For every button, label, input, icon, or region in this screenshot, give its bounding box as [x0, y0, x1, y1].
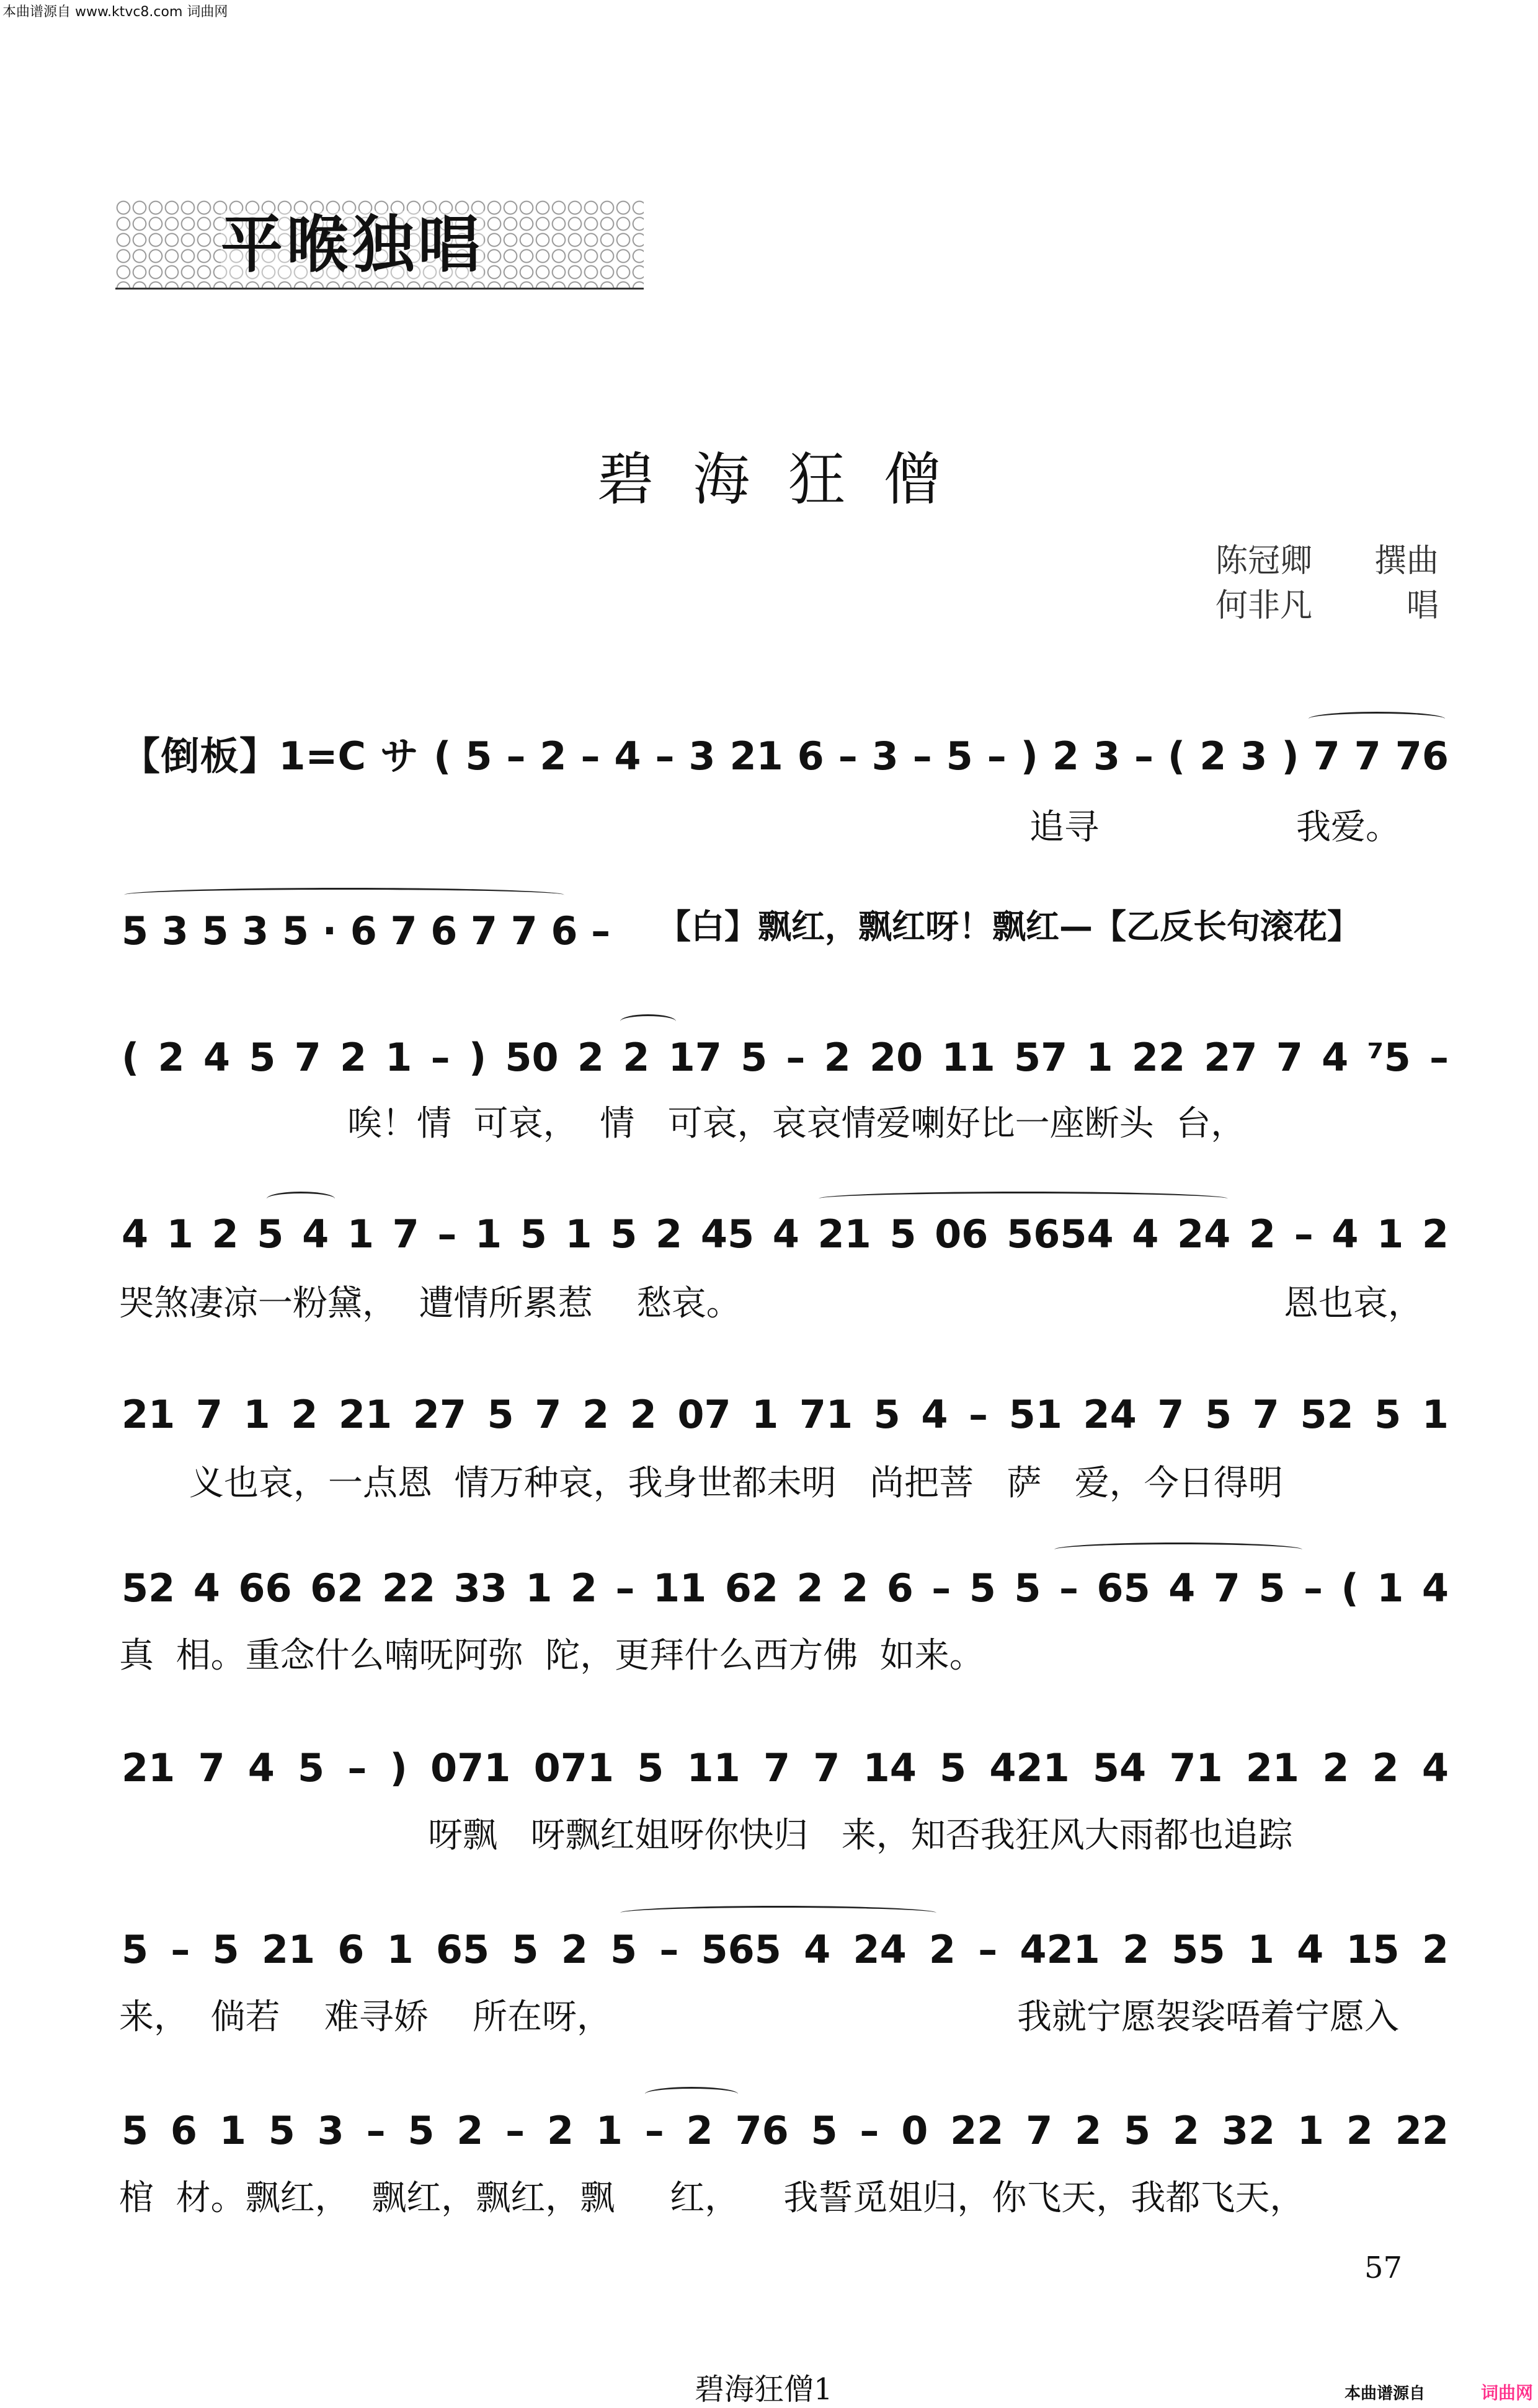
page-number: 57	[1364, 2251, 1403, 2285]
notation-row-3: ( 2 4 5 7 2 1 – ) 50 2 2 17 5 – 2 20 11 57 1 22 27 7 4 ⁷5 –	[122, 1035, 1449, 1080]
top-watermark: 本曲谱源自 www.ktvc8.com 词曲网	[2, 4, 228, 20]
song-title: 碧海狂僧	[597, 446, 979, 513]
section-stamp-text: 平喉独唱	[221, 208, 484, 281]
lyrics-row-6: 真 相。重念什么喃呒阿弥 陀，更拜什么西方佛 如来。	[119, 1636, 984, 1676]
credit-role: 撰曲	[1374, 542, 1439, 580]
lyrics-row-1a: 追寻	[1029, 807, 1099, 848]
lyrics-row-4a: 哭煞凄凉一粉黛， 遭情所累惹 愁哀。	[119, 1283, 741, 1324]
section-stamp	[115, 200, 644, 290]
footer-title: 碧海狂僧1	[695, 2372, 833, 2407]
spoken-direction: 【白】飘红，飘红呀！飘红—【乙反长句滚花】	[657, 907, 1361, 946]
lyrics-row-8b: 我就宁愿袈裟唔着宁愿入	[1017, 1997, 1399, 2037]
footer-source-label: 本曲谱源自	[1345, 2384, 1426, 2403]
notation-row-4: 4 1 2 5 4 1 7 – 1 5 1 5 2 45 4 21 5 06 5654 4 24 2 – 4 1 2	[122, 1211, 1449, 1257]
notation-row-8: 5 – 5 21 6 1 65 5 2 5 – 565 4 24 2 – 421 2 55 1 4 15 2	[122, 1927, 1449, 1972]
lyrics-row-3: 唉！情 可哀， 情 可哀，哀哀情爱喇好比一座断头 台，	[347, 1104, 1246, 1144]
notation-row-1: 【倒板】1=C サ ( 5 – 2 – 4 – 3 21 6 – 3 – 5 – ) 2 3 – ( 2 3 ) 7 7 76	[122, 733, 1449, 779]
credit-singer	[1216, 579, 1439, 626]
lyrics-row-1b: 我爱。	[1296, 807, 1400, 848]
credit-role: 唱	[1407, 587, 1439, 624]
lyrics-row-5: 义也哀，一点恩 情万种哀，我身世都未明 尚把菩 萨 爱，今日得明	[189, 1463, 1283, 1503]
notation-row-9: 5 6 1 5 3 – 5 2 – 2 1 – 2 76 5 – 0 22 7 2 5 2 32 1 2 22	[122, 2108, 1449, 2153]
lyrics-row-8a: 来， 倘若 难寻娇 所在呀，	[119, 1997, 612, 2037]
credit-name: 何非凡	[1216, 587, 1313, 624]
lyrics-row-7: 呀飘 呀飘红姐呀你快归 来，知否我狂风大雨都也追踪	[428, 1815, 1293, 1856]
notation-row-2: 5 3 5 3 5 · 6 7 6 7 7 6 –	[122, 908, 611, 954]
lyrics-row-9: 棺 材。飘红， 飘红，飘红，飘 红， 我誓觅姐归，你飞天，我都飞天，	[119, 2178, 1305, 2218]
credit-name: 陈冠卿	[1216, 542, 1313, 580]
lyrics-row-4b: 恩也哀，	[1284, 1283, 1423, 1324]
notation-row-6: 52 4 66 62 22 33 1 2 – 11 62 2 2 6 – 5 5 – 65 4 7 5 – ( 1 4	[122, 1565, 1449, 1611]
notation-row-5: 21 7 1 2 21 27 5 7 2 2 07 1 71 5 4 – 51 24 7 5 7 52 5 1	[122, 1392, 1449, 1437]
footer-site-link[interactable]: 词曲网	[1481, 2383, 1534, 2403]
notation-row-7: 21 7 4 5 – ) 071 071 5 11 7 7 14 5 421 54 71 21 2 2 4	[122, 1745, 1449, 1791]
credit-composer	[1216, 534, 1439, 581]
